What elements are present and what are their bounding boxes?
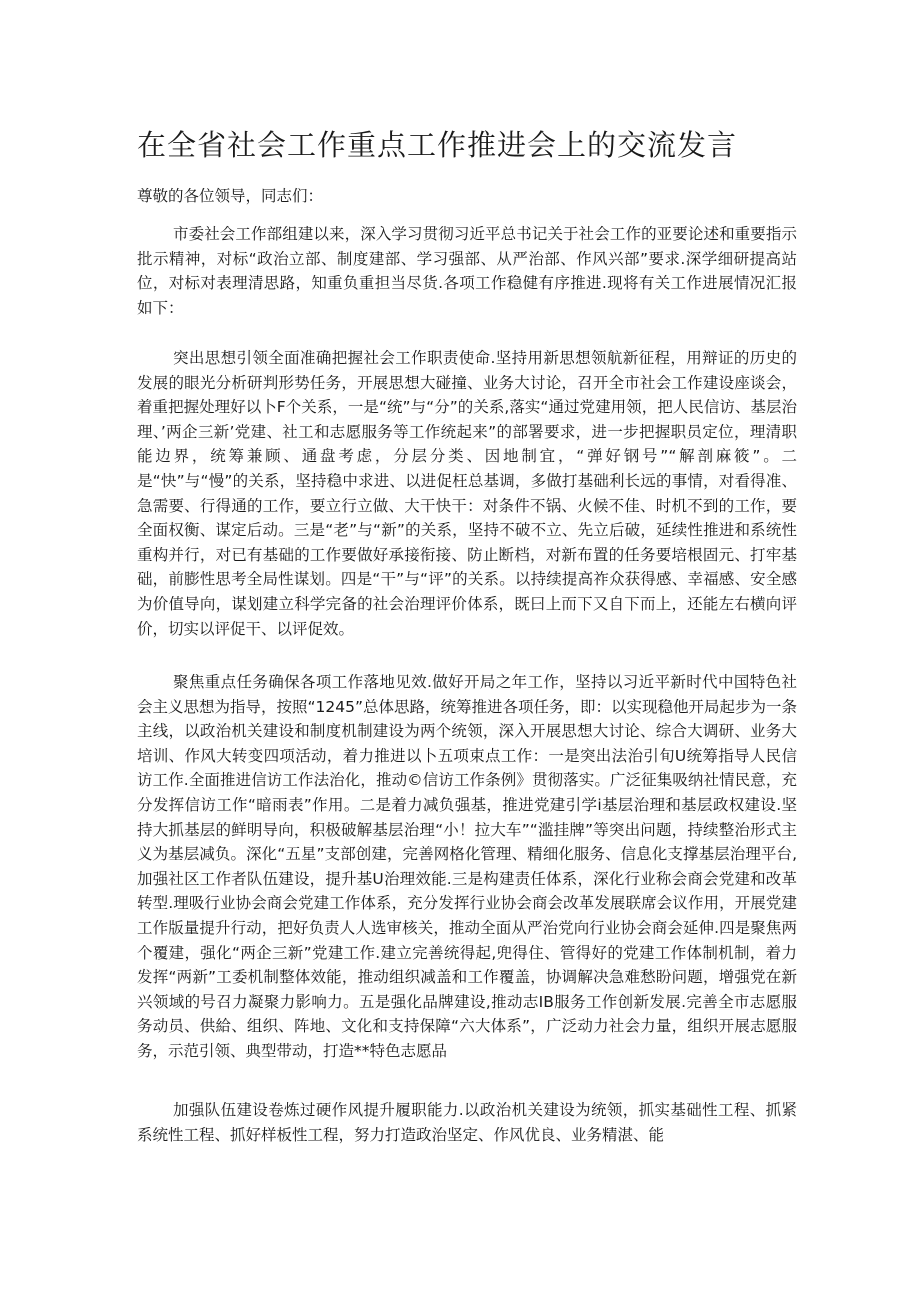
paragraph-ideological-guidance: 突出思想引领全面准确把握社会工作职责使命.坚持用新思想领航新征程，用辩证的历史的发展的眼光分析研判形势任务，开展思想大碰撞、业务大讨论，召开全市社会工作建设座谈会，着重把握处理好以卜F个关系，一是“统”与“分”的关系,落实“通过党建用领，把人民信访、基层治理、’两企三新’党建、社工和志愿服务等工作统起来”的部署要求，进一步把握职员定位，理清职能边界，统筹兼顾、通盘考虑，分层分类、因地制宜，“弹好钢号”“解剖麻筱”。二是“快”与“慢”的关系，坚持稳中求进、以进促枉总基调，多做打基础利长远的事情，对看得准、急需要、行得通的工作，要立行立做、大干快干：对条件不锅、火候不佳、时机不到的工作，要全面权衡、谋定后动。三是“老”与“新”的关系，坚持不破不立、先立后破，延续性推进和系统性重构并行，对已有基础的工作要做好承接衔接、防止断档，对新布置的任务要培根固元、打牢基础，前膨性思考全局性谋划。四是“干”与“评”的关系。以持续提高祚众获得感、幸福感、安全感为价值导向，谋划建立科学完备的社会治理评价体系，既曰上而下又自下而上，还能左右横向评价，切实以评促干、以评促效。: [137, 349, 797, 638]
salutation: 尊敬的各位领导，同志们：: [137, 187, 324, 205]
document-title: 在全省社会工作重点工作推进会上的交流发言: [137, 128, 738, 162]
paragraph-intro: 市委社会工作部组建以来，深入学习贯彻习近平总书记关于社会工作的亚要论述和重要指示批示精神，对标“政治立部、制度建部、学习强部、从严治部、作风兴部”要求.深学细研提高站位，对标对表理清思路，知重负重担当尽货.各项工作稳健有序推进.现将有关工作进展情况汇报如下：: [137, 225, 797, 317]
paragraph-key-tasks: 聚焦重点任务确保各项工作落地见效.做好开局之年工作，坚持以习近平新时代中国特色社会主义思想为指导，按照“1245”总体思路，统筹推进各项任务，即：以实现稳他开局起步为一条主线，以政治机关建设和制度机制建设为两个统领，深入开展思想大讨论、综合大调研、业务大培训、作风大转变四项活动，着力推进以卜五项束点工作：一是突出法治引旬U统筹指导人民信访工作.全面推进信访工作法治化，推动©信访工作条例》贯彻落实。广泛征集吸纳社情民意，充分发挥信访工作“暗雨表”作用。二是着力减负强基，推进党建引学i基层治理和基层政权建设.坚持大抓基层的鲜明导向，积极破解基层治理“小！拉大车”“滥挂牌”等突出问题，持续整治形式主义为基层减负。深化“五星”支部创建，完善网格化管理、精细化服务、信息化支撑基层治理平台,加强社区工作者队伍建设，提升基U治理效能.三是构建责任体系，深化行业称会商会党建和改革转型.理吸行业协会商会党建工作体系，充分发挥行业协会商会改革发展联席会议作用，开展党建工作版量提升行动，把好负责人人选审核关，推动全面从严治党向行业协会商会延伸.四是聚焦两个覆建，强化“两企三新”党建工作.建立完善统得起,兜得住、管得好的党建工作体制机制，着力发挥“两新”工委机制整体效能，推动组织减盖和工作覆盖，协调解决急难愁盼问题，增强党在新兴领域的号召力凝聚力影响力。五是强化品牌建设,推动志IB服务工作创新发展.完善全市志愿服务动员、供給、组织、阵地、文化和支持保障“六大体系”，广泛动力社会力量，组织开展志愿服务，示范引领、典型带动，打造**特色志愿品: [137, 673, 798, 1060]
paragraph-team-building: 加强队伍建设卷炼过硬作风提升履职能力.以政治机关建设为统领，抓实基础性工程、抓紧系统性工程、抓好样板性工程，努力打造政治坚定、作风优良、业务精湛、能: [137, 1101, 797, 1144]
